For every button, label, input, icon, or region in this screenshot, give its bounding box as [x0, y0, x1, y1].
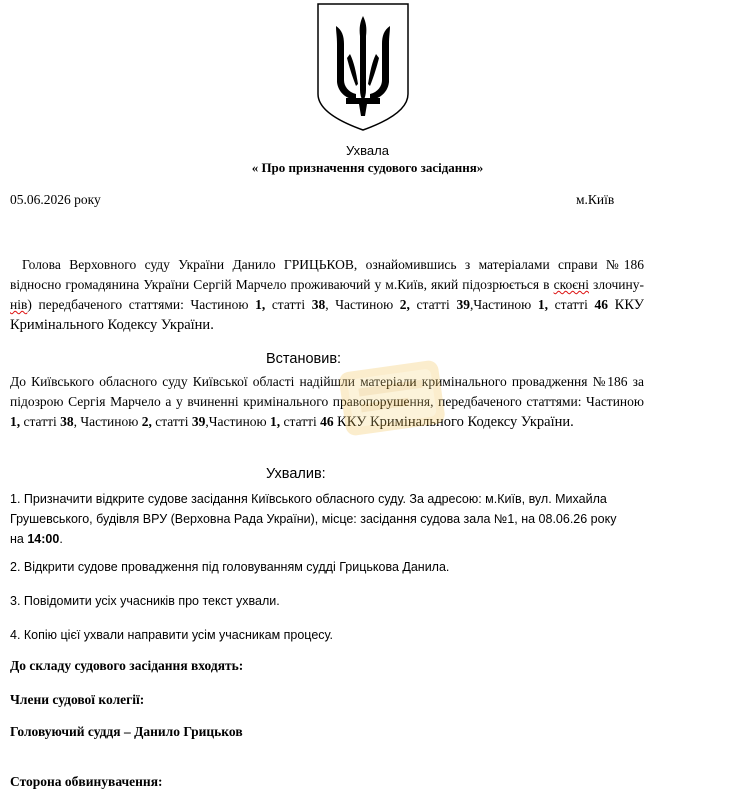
ruled-item-4: 4. Копію цієї ухвали направити усім учасникам процесу.: [10, 628, 333, 642]
ruled-item-2: 2. Відкрити судове провадження під головуванням судді Грицькова Данила.: [10, 560, 450, 574]
intro-paragraph: [10, 255, 644, 335]
law-ref: 38: [311, 297, 326, 312]
law-ref: ,Частиною: [205, 414, 271, 429]
spellcheck-word: нів: [10, 297, 28, 312]
law-ref: , Частиною: [73, 414, 142, 429]
law-ref: 1,: [10, 414, 21, 429]
law-ref: статті: [151, 414, 192, 429]
watermark-logo: [336, 352, 448, 444]
established-paragraph: [10, 372, 644, 432]
board-members-label: Члени судової колегії:: [10, 692, 145, 707]
law-ref: 46: [594, 297, 609, 312]
law-ref: 2,: [141, 414, 152, 429]
law-ref: 1,: [537, 297, 549, 312]
document-type: Ухвала: [346, 143, 389, 158]
ruled-item-text: .: [59, 532, 63, 546]
ruled-heading: Ухвалив:: [266, 466, 326, 482]
intro-text: Голова Верховного суду України Данило ГРИЦЬКОВ, ознайомившись з матеріалами справи №186 відносно громадянина України Сергій Марчело проживаючий у м.Київ, який підозрюється в: [10, 257, 644, 292]
code-name: ККУ Кримінального Кодексу України.: [337, 414, 574, 430]
intro-text: ) передбаченого статтями:: [27, 297, 191, 312]
law-ref: Частиною: [190, 297, 256, 312]
law-ref: , Частиною: [325, 297, 400, 312]
document-subject: « Про призначення судового засідання»: [251, 160, 484, 175]
prosecution-label: Сторона обвинувачення:: [10, 774, 163, 789]
presiding-judge: Головуючий суддя – Данило Грицьков: [10, 724, 243, 739]
ruled-item-1: [10, 489, 630, 549]
session-time: 14:00: [27, 532, 60, 546]
tryzub-coat-of-arms-icon: [316, 2, 410, 132]
code-name: ККУ Кримінального Кодексу України.: [10, 297, 644, 333]
law-ref: 39: [456, 297, 470, 312]
document-city: м.Київ: [576, 192, 615, 207]
law-ref: 39: [191, 414, 206, 429]
composition-heading: До складу судового засідання входять:: [10, 658, 244, 673]
law-ref: Частиною: [586, 394, 644, 409]
ruled-item-text: 1. Призначити відкрите судове засідання Київського обласного суду. За адресою: м.Київ, вул. Михайла Грушевського, будівля ВРУ (Верховна Рада України), місце: засідання судова зала №1, на 08.06.26 року на: [10, 492, 617, 546]
intro-text: злочину-: [588, 277, 644, 292]
law-ref: 46: [320, 414, 334, 429]
ruled-item-3: 3. Повідомити усіх учасників про текст ухвали.: [10, 594, 280, 608]
law-ref: 1,: [270, 414, 281, 429]
established-text: До Київського обласного суду Київської області надійшли матеріали кримінального провадження №186 за підозрою Сергія Марчело а у вчиненні кримінального правопорушення, передбаченого статтями:: [10, 374, 644, 409]
established-heading: Встановив:: [266, 351, 342, 367]
document-date: 05.06.2026 року: [10, 192, 101, 207]
law-ref: статті: [409, 297, 457, 312]
law-ref: статті: [280, 414, 321, 429]
law-ref: статті: [265, 297, 312, 312]
law-ref: статті: [20, 414, 61, 429]
law-ref: 38: [60, 414, 74, 429]
law-ref: статті: [548, 297, 595, 312]
spellcheck-word: скоєні: [553, 277, 589, 292]
law-ref: ,Частиною: [469, 297, 538, 312]
law-ref: 2,: [399, 297, 410, 312]
law-ref: 1,: [255, 297, 266, 312]
